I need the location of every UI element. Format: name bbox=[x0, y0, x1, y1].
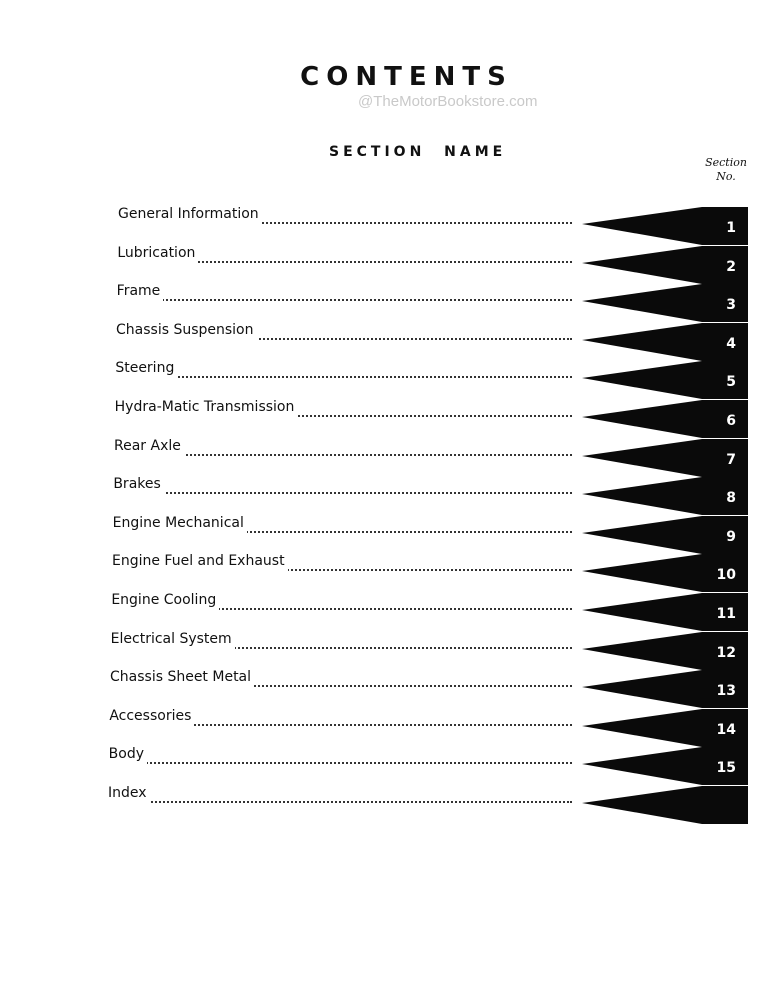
contents-entry[interactable] bbox=[0, 400, 773, 438]
section-number: 14 bbox=[716, 721, 736, 738]
contents-entry[interactable] bbox=[0, 516, 773, 554]
entry-label bbox=[116, 320, 257, 340]
entry-label bbox=[117, 243, 198, 263]
entry-label-text: Engine Fuel and Exhaust bbox=[112, 551, 288, 571]
section-number-heading-line1: Section bbox=[705, 156, 747, 169]
entry-label-text: General Information bbox=[118, 204, 262, 224]
entry-label bbox=[112, 551, 288, 571]
entry-label bbox=[117, 281, 164, 301]
page-title: CONTENTS bbox=[300, 62, 513, 92]
entry-label-text: Electrical System bbox=[111, 629, 235, 649]
entry-label bbox=[109, 744, 147, 764]
entry-label bbox=[109, 706, 194, 726]
section-number-heading-line2: No. bbox=[716, 170, 736, 183]
contents-entry[interactable] bbox=[0, 632, 773, 670]
entry-label bbox=[110, 667, 254, 687]
contents-entry[interactable] bbox=[0, 554, 773, 592]
entry-label-text: Chassis Suspension bbox=[116, 320, 257, 340]
contents-entry[interactable] bbox=[0, 747, 773, 785]
contents-entry[interactable] bbox=[0, 361, 773, 399]
entry-label-text: Engine Mechanical bbox=[113, 513, 247, 533]
watermark: @TheMotorBookstore.com bbox=[358, 93, 538, 110]
tab-wedge-icon bbox=[582, 786, 748, 824]
entry-label-text: Body bbox=[109, 744, 147, 764]
entry-label-text: Lubrication bbox=[117, 243, 198, 263]
entry-label-text: Brakes bbox=[113, 474, 163, 494]
section-number: 9 bbox=[726, 528, 736, 545]
section-tab[interactable] bbox=[582, 207, 748, 245]
section-number: 3 bbox=[726, 297, 736, 314]
contents-entry[interactable] bbox=[0, 670, 773, 708]
section-tab[interactable] bbox=[582, 246, 748, 284]
entry-label bbox=[114, 436, 184, 456]
section-number: 13 bbox=[716, 683, 736, 700]
entry-label bbox=[115, 397, 298, 417]
contents-entry[interactable] bbox=[0, 439, 773, 477]
entry-label bbox=[111, 590, 219, 610]
entry-label-text: Index bbox=[108, 783, 150, 803]
section-number: 8 bbox=[726, 490, 736, 507]
section-number: 15 bbox=[716, 760, 736, 777]
dot-leader bbox=[113, 478, 572, 494]
contents-entry[interactable] bbox=[0, 323, 773, 361]
entry-label bbox=[118, 204, 262, 224]
section-tab[interactable] bbox=[582, 747, 748, 785]
contents-entry[interactable] bbox=[0, 207, 773, 245]
entry-label-text: Chassis Sheet Metal bbox=[110, 667, 254, 687]
section-number-heading bbox=[700, 156, 752, 184]
section-tab[interactable] bbox=[582, 670, 748, 708]
entry-label-text: Accessories bbox=[109, 706, 194, 726]
section-number: 5 bbox=[726, 374, 736, 391]
section-tab[interactable] bbox=[582, 323, 748, 361]
section-number: 1 bbox=[726, 220, 736, 236]
section-tab[interactable] bbox=[582, 284, 748, 322]
contents-entry[interactable] bbox=[0, 709, 773, 747]
entry-label-text: Rear Axle bbox=[114, 436, 184, 456]
dot-leader bbox=[108, 787, 572, 803]
contents-entry[interactable] bbox=[0, 246, 773, 284]
section-tab[interactable] bbox=[582, 361, 748, 399]
entry-label-text: Frame bbox=[117, 281, 164, 301]
section-tab[interactable] bbox=[582, 632, 748, 670]
entry-label bbox=[115, 358, 177, 378]
contents-entry[interactable] bbox=[0, 786, 773, 824]
section-tab[interactable] bbox=[582, 554, 748, 592]
contents-entry[interactable] bbox=[0, 284, 773, 322]
section-tab[interactable] bbox=[582, 709, 748, 747]
section-tab[interactable] bbox=[582, 516, 748, 554]
dot-leader bbox=[115, 362, 572, 378]
dot-leader bbox=[117, 285, 572, 301]
section-number: 2 bbox=[726, 258, 736, 275]
entry-label bbox=[113, 474, 163, 494]
entry-label-text: Hydra-Matic Transmission bbox=[115, 397, 298, 417]
section-tab[interactable] bbox=[582, 786, 748, 824]
entry-label-text: Engine Cooling bbox=[111, 590, 219, 610]
section-name-heading: SECTION NAME bbox=[329, 144, 507, 160]
contents-entry[interactable] bbox=[0, 593, 773, 631]
entry-label bbox=[113, 513, 247, 533]
section-tab[interactable] bbox=[582, 400, 748, 438]
entry-label bbox=[108, 783, 150, 803]
section-number: 4 bbox=[726, 335, 736, 352]
section-number: 7 bbox=[726, 451, 736, 468]
section-number: 10 bbox=[716, 567, 736, 584]
section-tab[interactable] bbox=[582, 477, 748, 515]
section-number: 6 bbox=[726, 413, 736, 429]
section-number: 11 bbox=[716, 606, 736, 622]
section-tab[interactable] bbox=[582, 439, 748, 477]
dot-leader bbox=[109, 748, 572, 764]
entry-label-text: Steering bbox=[115, 358, 177, 378]
entry-label bbox=[111, 629, 235, 649]
contents-entry[interactable] bbox=[0, 477, 773, 515]
section-tab[interactable] bbox=[582, 593, 748, 631]
section-number: 12 bbox=[716, 644, 736, 661]
